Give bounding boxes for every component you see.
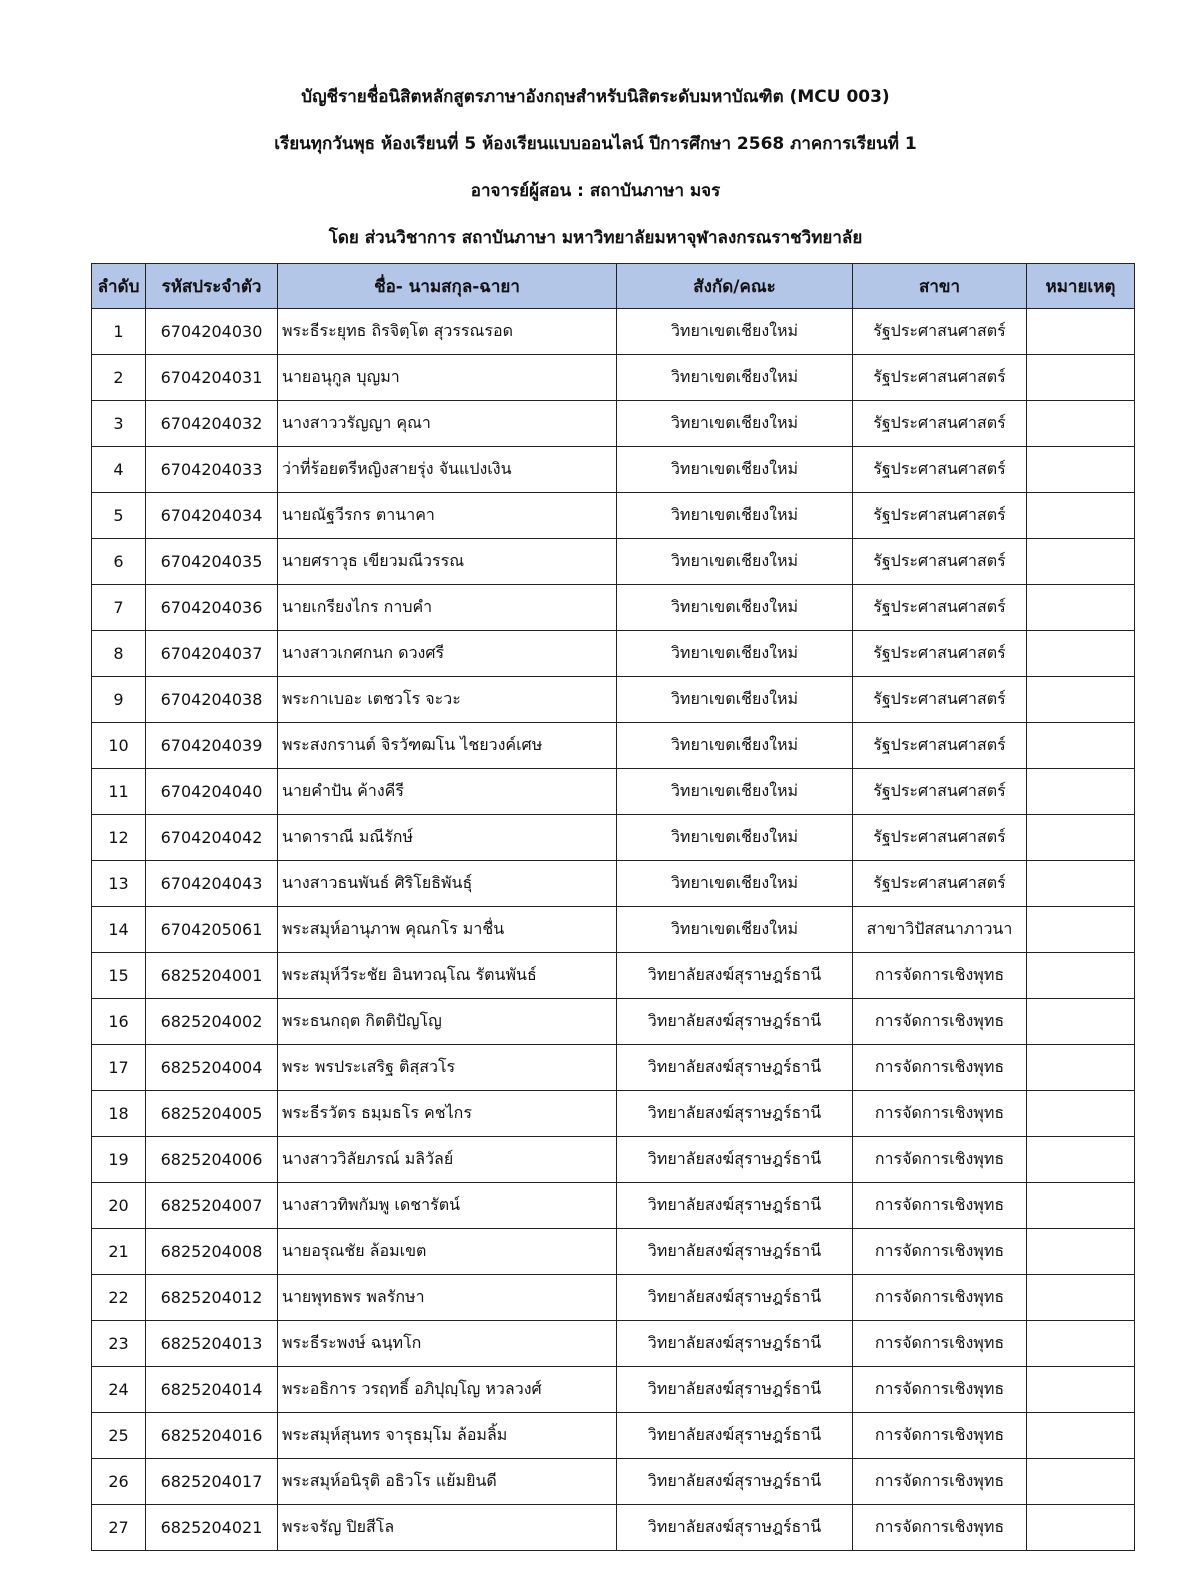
cell-order: 7 [92, 585, 146, 631]
table-row [92, 1137, 1135, 1183]
instructor-line: อาจารย์ผู้สอน : สถาบันภาษา มจร [470, 181, 721, 201]
table-row [92, 861, 1135, 907]
cell-faculty: วิทยาลัยสงฆ์สุราษฎร์ธานี [617, 1137, 853, 1183]
table-row [92, 907, 1135, 953]
cell-major: การจัดการเชิงพุทธ [853, 1321, 1027, 1367]
cell-major: รัฐประศาสนศาสตร์ [853, 355, 1027, 401]
cell-order: 4 [92, 447, 146, 493]
cell-faculty: วิทยาเขตเชียงใหม่ [617, 723, 853, 769]
cell-student-id: 6825204001 [146, 953, 278, 999]
cell-order: 25 [92, 1413, 146, 1459]
cell-order: 26 [92, 1459, 146, 1505]
cell-order: 13 [92, 861, 146, 907]
cell-order: 22 [92, 1275, 146, 1321]
cell-name: นายอรุณชัย ล้อมเขต [278, 1229, 617, 1275]
column-header-remark: หมายเหตุ [1027, 264, 1135, 309]
cell-major: สาขาวิปัสสนาภาวนา [853, 907, 1027, 953]
cell-order: 16 [92, 999, 146, 1045]
cell-faculty: วิทยาลัยสงฆ์สุราษฎร์ธานี [617, 1275, 853, 1321]
cell-major: รัฐประศาสนศาสตร์ [853, 815, 1027, 861]
cell-name: นายณัฐวีรกร ตานาคา [278, 493, 617, 539]
table-body [92, 309, 1135, 1551]
class-schedule: เรียนทุกวันพุธ ห้องเรียนที่ 5 ห้องเรียนแบบออนไลน์ ปีการศึกษา 2568 ภาคการเรียนที่ 1 [274, 134, 917, 154]
cell-name: นางสาวเกศกนก ดวงศรี [278, 631, 617, 677]
table-row [92, 447, 1135, 493]
cell-order: 19 [92, 1137, 146, 1183]
cell-name: พระธีระพงษ์ ฉนฺทโก [278, 1321, 617, 1367]
cell-name: พระธีรวัตร ธมฺมธโร คชไกร [278, 1091, 617, 1137]
table-row [92, 1321, 1135, 1367]
organizer-line: โดย ส่วนวิชาการ สถาบันภาษา มหาวิทยาลัยมหาจุฬาลงกรณราชวิทยาลัย [328, 228, 863, 248]
cell-major: การจัดการเชิงพุทธ [853, 999, 1027, 1045]
cell-remark [1027, 1137, 1135, 1183]
cell-major: รัฐประศาสนศาสตร์ [853, 539, 1027, 585]
cell-name: นายเกรียงไกร กาบคำ [278, 585, 617, 631]
cell-faculty: วิทยาเขตเชียงใหม่ [617, 401, 853, 447]
cell-student-id: 6704205061 [146, 907, 278, 953]
cell-student-id: 6825204016 [146, 1413, 278, 1459]
table-row [92, 585, 1135, 631]
cell-remark [1027, 1045, 1135, 1091]
table-header [92, 264, 1135, 309]
cell-faculty: วิทยาลัยสงฆ์สุราษฎร์ธานี [617, 1413, 853, 1459]
cell-order: 18 [92, 1091, 146, 1137]
cell-faculty: วิทยาลัยสงฆ์สุราษฎร์ธานี [617, 1459, 853, 1505]
cell-student-id: 6825204012 [146, 1275, 278, 1321]
cell-major: การจัดการเชิงพุทธ [853, 1229, 1027, 1275]
cell-remark [1027, 1275, 1135, 1321]
cell-student-id: 6825204002 [146, 999, 278, 1045]
cell-remark [1027, 1183, 1135, 1229]
cell-major: รัฐประศาสนศาสตร์ [853, 447, 1027, 493]
cell-order: 11 [92, 769, 146, 815]
cell-remark [1027, 355, 1135, 401]
cell-major: การจัดการเชิงพุทธ [853, 953, 1027, 999]
cell-remark [1027, 539, 1135, 585]
cell-major: รัฐประศาสนศาสตร์ [853, 861, 1027, 907]
cell-student-id: 6704204039 [146, 723, 278, 769]
cell-name: พระจรัญ ปิยสีโล [278, 1505, 617, 1551]
cell-student-id: 6825204007 [146, 1183, 278, 1229]
cell-major: รัฐประศาสนศาสตร์ [853, 585, 1027, 631]
cell-remark [1027, 1413, 1135, 1459]
cell-order: 1 [92, 309, 146, 355]
table-row [92, 815, 1135, 861]
table-row [92, 1183, 1135, 1229]
cell-name: นายอนุกูล บุญมา [278, 355, 617, 401]
cell-student-id: 6704204036 [146, 585, 278, 631]
cell-remark [1027, 861, 1135, 907]
table-row [92, 631, 1135, 677]
cell-remark [1027, 309, 1135, 355]
cell-faculty: วิทยาเขตเชียงใหม่ [617, 355, 853, 401]
cell-remark [1027, 1229, 1135, 1275]
cell-major: รัฐประศาสนศาสตร์ [853, 677, 1027, 723]
cell-major: รัฐประศาสนศาสตร์ [853, 401, 1027, 447]
cell-faculty: วิทยาเขตเชียงใหม่ [617, 907, 853, 953]
cell-student-id: 6825204008 [146, 1229, 278, 1275]
cell-faculty: วิทยาลัยสงฆ์สุราษฎร์ธานี [617, 953, 853, 999]
cell-remark [1027, 631, 1135, 677]
cell-faculty: วิทยาลัยสงฆ์สุราษฎร์ธานี [617, 1367, 853, 1413]
cell-remark [1027, 447, 1135, 493]
cell-order: 3 [92, 401, 146, 447]
cell-name: นางสาววรัญญา คุณา [278, 401, 617, 447]
cell-name: พระ พรประเสริฐ ติสฺสวโร [278, 1045, 617, 1091]
cell-major: การจัดการเชิงพุทธ [853, 1275, 1027, 1321]
cell-major: รัฐประศาสนศาสตร์ [853, 493, 1027, 539]
cell-order: 10 [92, 723, 146, 769]
cell-student-id: 6704204035 [146, 539, 278, 585]
cell-name: นายศราวุธ เขียวมณีวรรณ [278, 539, 617, 585]
cell-faculty: วิทยาลัยสงฆ์สุราษฎร์ธานี [617, 1321, 853, 1367]
cell-name: พระสมุห์วีระชัย อินทวณฺโณ รัตนพันธ์ [278, 953, 617, 999]
cell-name: พระสงกรานต์ จิรวัฑฒโน ไชยวงค์เศษ [278, 723, 617, 769]
cell-name: นางสาวทิพกัมพู เดชารัตน์ [278, 1183, 617, 1229]
cell-student-id: 6704204033 [146, 447, 278, 493]
cell-order: 17 [92, 1045, 146, 1091]
cell-faculty: วิทยาเขตเชียงใหม่ [617, 309, 853, 355]
cell-name: นายคำปัน ค้างคีรี [278, 769, 617, 815]
document-header [0, 82, 1191, 270]
cell-remark [1027, 723, 1135, 769]
cell-name: นายพุทธพร พลรักษา [278, 1275, 617, 1321]
cell-faculty: วิทยาลัยสงฆ์สุราษฎร์ธานี [617, 1183, 853, 1229]
table-row [92, 539, 1135, 585]
cell-faculty: วิทยาเขตเชียงใหม่ [617, 631, 853, 677]
table-row [92, 677, 1135, 723]
table-row [92, 999, 1135, 1045]
table-row [92, 769, 1135, 815]
cell-order: 5 [92, 493, 146, 539]
cell-remark [1027, 1091, 1135, 1137]
cell-major: รัฐประศาสนศาสตร์ [853, 723, 1027, 769]
cell-major: การจัดการเชิงพุทธ [853, 1367, 1027, 1413]
cell-student-id: 6825204005 [146, 1091, 278, 1137]
cell-remark [1027, 769, 1135, 815]
cell-name: พระสมุห์อนิรุติ อธิวโร แย้มยินดี [278, 1459, 617, 1505]
cell-order: 14 [92, 907, 146, 953]
cell-remark [1027, 401, 1135, 447]
cell-student-id: 6825204017 [146, 1459, 278, 1505]
cell-name: พระธนกฤต กิตติปัญโญ [278, 999, 617, 1045]
table-row [92, 1505, 1135, 1551]
table-row [92, 1275, 1135, 1321]
cell-student-id: 6825204004 [146, 1045, 278, 1091]
cell-name: นาดาราณี มณีรักษ์ [278, 815, 617, 861]
cell-faculty: วิทยาเขตเชียงใหม่ [617, 539, 853, 585]
cell-name: พระธีระยุทธ ถิรจิตฺโต สุวรรณรอด [278, 309, 617, 355]
cell-major: รัฐประศาสนศาสตร์ [853, 631, 1027, 677]
cell-order: 15 [92, 953, 146, 999]
table-row [92, 953, 1135, 999]
table-row [92, 723, 1135, 769]
cell-order: 24 [92, 1367, 146, 1413]
table-row [92, 1413, 1135, 1459]
table-row [92, 1367, 1135, 1413]
cell-remark [1027, 493, 1135, 539]
cell-name: ว่าที่ร้อยตรีหญิงสายรุ่ง จันแปงเงิน [278, 447, 617, 493]
column-header-major: สาขา [853, 264, 1027, 309]
cell-name: นางสาววิลัยภรณ์ มลิวัลย์ [278, 1137, 617, 1183]
cell-remark [1027, 1367, 1135, 1413]
cell-order: 12 [92, 815, 146, 861]
cell-order: 20 [92, 1183, 146, 1229]
column-header-name: ชื่อ- นามสกุล-ฉายา [278, 264, 617, 309]
cell-student-id: 6825204014 [146, 1367, 278, 1413]
cell-remark [1027, 677, 1135, 723]
cell-order: 21 [92, 1229, 146, 1275]
cell-faculty: วิทยาลัยสงฆ์สุราษฎร์ธานี [617, 1505, 853, 1551]
cell-faculty: วิทยาเขตเชียงใหม่ [617, 769, 853, 815]
cell-remark [1027, 815, 1135, 861]
cell-major: การจัดการเชิงพุทธ [853, 1091, 1027, 1137]
cell-major: รัฐประศาสนศาสตร์ [853, 309, 1027, 355]
table-row [92, 1091, 1135, 1137]
table-row [92, 1459, 1135, 1505]
cell-faculty: วิทยาลัยสงฆ์สุราษฎร์ธานี [617, 1045, 853, 1091]
cell-student-id: 6704204040 [146, 769, 278, 815]
cell-student-id: 6704204031 [146, 355, 278, 401]
cell-major: รัฐประศาสนศาสตร์ [853, 769, 1027, 815]
cell-student-id: 6704204042 [146, 815, 278, 861]
cell-name: พระกาเบอะ เตชวโร จะวะ [278, 677, 617, 723]
cell-student-id: 6825204006 [146, 1137, 278, 1183]
cell-major: การจัดการเชิงพุทธ [853, 1413, 1027, 1459]
cell-major: การจัดการเชิงพุทธ [853, 1183, 1027, 1229]
cell-faculty: วิทยาลัยสงฆ์สุราษฎร์ธานี [617, 999, 853, 1045]
cell-student-id: 6704204037 [146, 631, 278, 677]
cell-name: นางสาวธนพันธ์ ศิริโยธิพันธุ์ [278, 861, 617, 907]
cell-student-id: 6704204032 [146, 401, 278, 447]
cell-student-id: 6704204038 [146, 677, 278, 723]
cell-faculty: วิทยาเขตเชียงใหม่ [617, 493, 853, 539]
cell-faculty: วิทยาเขตเชียงใหม่ [617, 585, 853, 631]
cell-major: การจัดการเชิงพุทธ [853, 1045, 1027, 1091]
cell-order: 9 [92, 677, 146, 723]
cell-faculty: วิทยาเขตเชียงใหม่ [617, 861, 853, 907]
cell-faculty: วิทยาเขตเชียงใหม่ [617, 447, 853, 493]
cell-remark [1027, 907, 1135, 953]
cell-student-id: 6704204030 [146, 309, 278, 355]
cell-order: 8 [92, 631, 146, 677]
table-row [92, 1045, 1135, 1091]
column-header-order: ลำดับ [92, 264, 146, 309]
cell-faculty: วิทยาลัยสงฆ์สุราษฎร์ธานี [617, 1229, 853, 1275]
cell-remark [1027, 1459, 1135, 1505]
cell-remark [1027, 1321, 1135, 1367]
cell-remark [1027, 999, 1135, 1045]
cell-order: 23 [92, 1321, 146, 1367]
cell-order: 27 [92, 1505, 146, 1551]
cell-student-id: 6704204043 [146, 861, 278, 907]
cell-order: 6 [92, 539, 146, 585]
cell-name: พระอธิการ วรฤทธิ์ อภิปุญฺโญ หวลวงศ์ [278, 1367, 617, 1413]
cell-remark [1027, 1505, 1135, 1551]
cell-remark [1027, 585, 1135, 631]
table-row [92, 355, 1135, 401]
cell-student-id: 6825204021 [146, 1505, 278, 1551]
cell-name: พระสมุห์สุนทร จารุธมฺโม ล้อมลิ้ม [278, 1413, 617, 1459]
header-row [92, 264, 1135, 309]
cell-remark [1027, 953, 1135, 999]
table-row [92, 1229, 1135, 1275]
cell-faculty: วิทยาเขตเชียงใหม่ [617, 815, 853, 861]
cell-major: การจัดการเชิงพุทธ [853, 1459, 1027, 1505]
table-row [92, 493, 1135, 539]
cell-student-id: 6704204034 [146, 493, 278, 539]
cell-faculty: วิทยาลัยสงฆ์สุราษฎร์ธานี [617, 1091, 853, 1137]
student-roster-table [91, 263, 1135, 1551]
table-row [92, 401, 1135, 447]
cell-major: การจัดการเชิงพุทธ [853, 1505, 1027, 1551]
table-row [92, 309, 1135, 355]
document-title: บัญชีรายชื่อนิสิตหลักสูตรภาษาอังกฤษสำหรับนิสิตระดับมหาบัณฑิต (MCU 003) [301, 87, 890, 107]
cell-name: พระสมุห์อานุภาพ คุณกโร มาชื่น [278, 907, 617, 953]
cell-student-id: 6825204013 [146, 1321, 278, 1367]
column-header-faculty: สังกัด/คณะ [617, 264, 853, 309]
cell-order: 2 [92, 355, 146, 401]
cell-major: การจัดการเชิงพุทธ [853, 1137, 1027, 1183]
cell-faculty: วิทยาเขตเชียงใหม่ [617, 677, 853, 723]
column-header-student-id: รหัสประจำตัว [146, 264, 278, 309]
